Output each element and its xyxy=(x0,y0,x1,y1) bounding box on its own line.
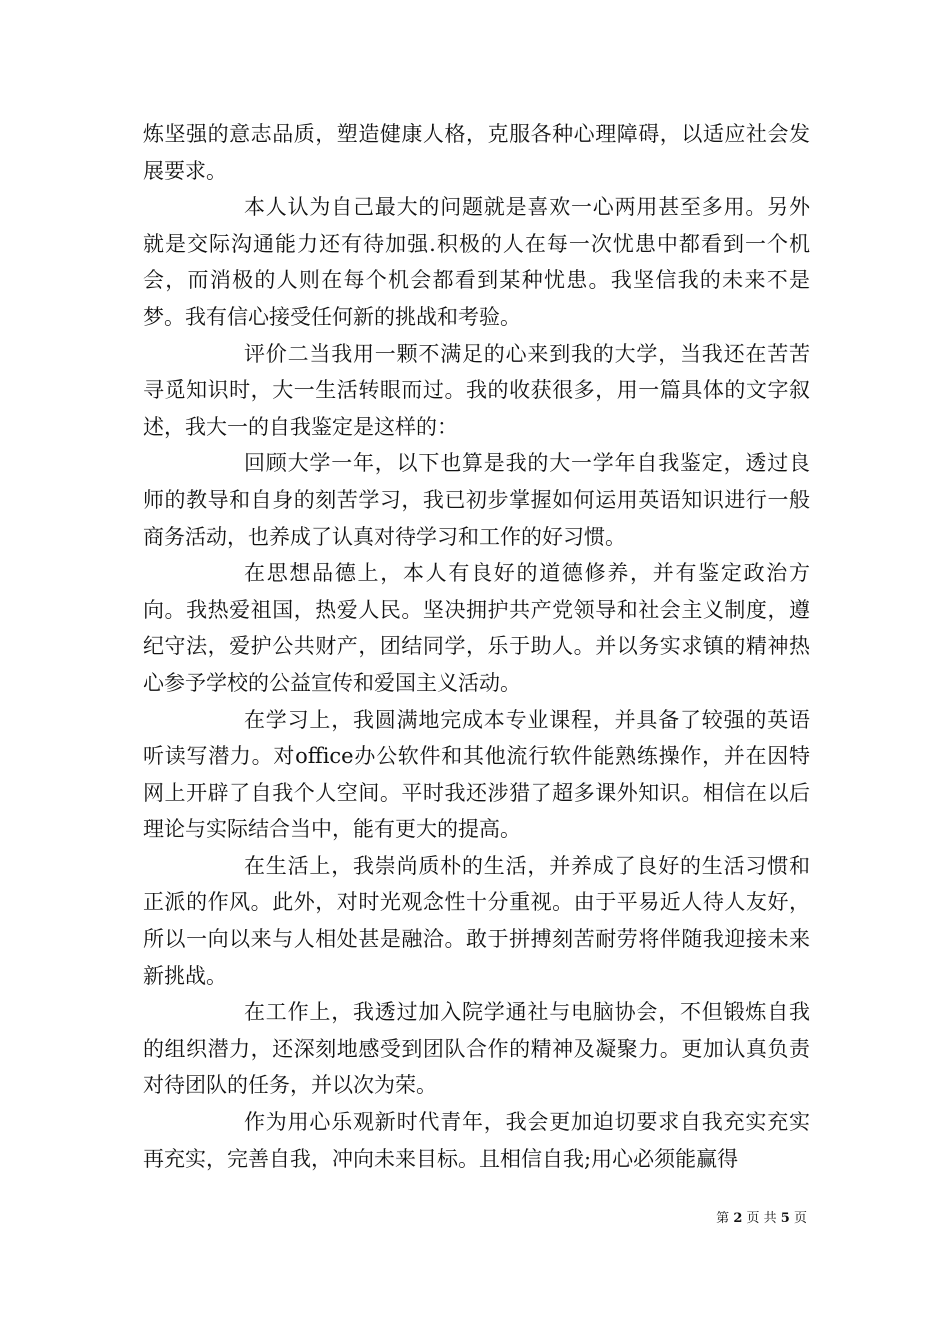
paragraph-1: 炼坚强的意志品质，塑造健康人格，克服各种心理障碍，以适应社会发展要求。 xyxy=(143,122,810,183)
paragraph-2: 本人认为自己最大的问题就是喜欢一心两用甚至多用。另外就是交际沟通能力还有待加强.积极的人在每一次忧患中都看到一个机会，而消极的人则在每个机会都看到某种忧患。我坚信我的未来不是梦。我有信心接受任何新的挑战和考验。 xyxy=(143,195,810,329)
paragraph-9: 作为用心乐观新时代青年，我会更加迫切要求自我充实充实再充实，完善自我，冲向未来目标。且相信自我;用心必须能赢得 xyxy=(143,1110,810,1171)
page-number-footer xyxy=(716,1207,807,1226)
footer-middle: 页 共 xyxy=(746,1211,777,1226)
paragraph-7: 在生活上，我崇尚质朴的生活，并养成了良好的生活习惯和正派的作风。此外，对时光观念性十分重视。由于平易近人待人友好，所以一向以来与人相处甚是融洽。敢于拼搏刻苦耐劳将伴随我迎接未来新挑战。 xyxy=(143,853,810,988)
document-body xyxy=(143,116,810,1177)
footer-suffix: 页 xyxy=(793,1211,807,1226)
paragraph-4: 回顾大学一年，以下也算是我的大一学年自我鉴定，透过良师的教导和自身的刻苦学习，我已初步掌握如何运用英语知识进行一般商务活动，也养成了认真对待学习和工作的好习惯。 xyxy=(143,451,810,549)
footer-prefix: 第 xyxy=(716,1211,730,1226)
paragraph-3: 评价二当我用一颗不满足的心来到我的大学，当我还在苦苦寻觅知识时，大一生活转眼而过。我的收获很多，用一篇具体的文字叙述，我大一的自我鉴定是这样的： xyxy=(143,341,810,439)
current-page-number: 2 xyxy=(733,1211,743,1226)
paragraph-8: 在工作上，我透过加入院学通社与电脑协会，不但锻炼自我的组织潜力，还深刻地感受到团队合作的精神及凝聚力。更加认真负责对待团队的任务，并以次为荣。 xyxy=(143,1000,810,1098)
total-page-count: 5 xyxy=(780,1211,790,1226)
paragraph-5: 在思想品德上，本人有良好的道德修养，并有鉴定政治方向。我热爱祖国，热爱人民。坚决拥护共产党领导和社会主义制度，遵纪守法，爱护公共财产，团结同学，乐于助人。并以务实求镇的精神热心参予学校的公益宣传和爱国主义活动。 xyxy=(143,561,810,695)
paragraph-6: 在学习上，我圆满地完成本专业课程，并具备了较强的英语听读写潜力。对office办公软件和其他流行软件能熟练操作，并在因特网上开辟了自我个人空间。平时我还涉猎了超多课外知识。相信在以后理论与实际结合当中，能有更大的提高。 xyxy=(143,707,810,842)
